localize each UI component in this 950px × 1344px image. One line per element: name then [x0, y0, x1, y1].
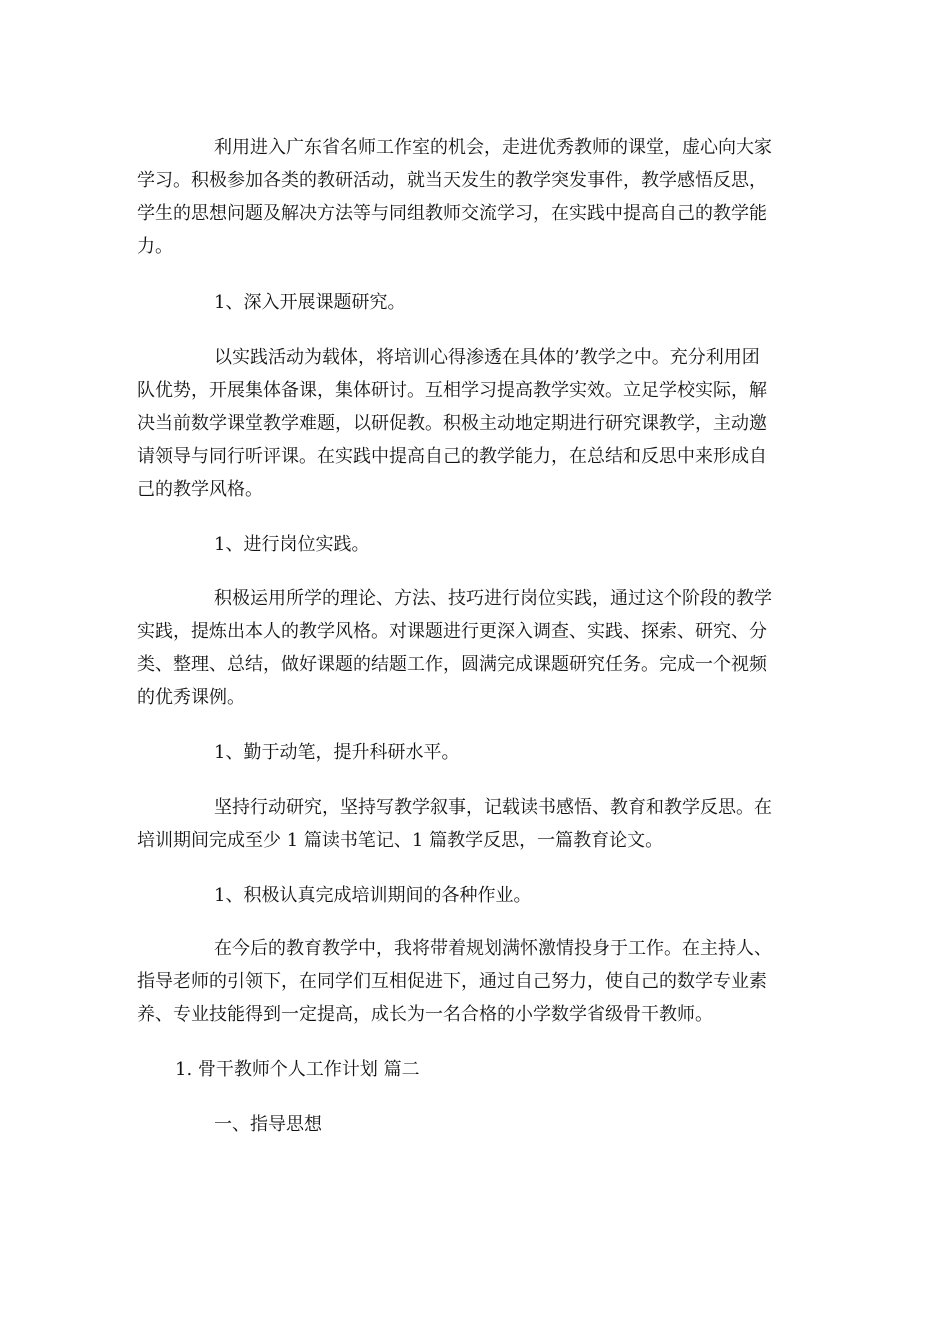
text-line: 坚持行动研究，坚持写教学叙事，记载读书感悟、教育和教学反思。在 — [214, 797, 772, 818]
paragraph-body — [137, 131, 809, 263]
text-line: 养、专业技能得到一定提高，成长为一名合格的小学数学省级骨干教师。 — [137, 1004, 713, 1025]
heading-line: 1、积极认真完成培训期间的各种作业。 — [214, 885, 532, 906]
text-line: 力。 — [137, 236, 173, 257]
text-line: 己的教学风格。 — [137, 479, 263, 500]
section-heading — [137, 1108, 809, 1141]
text-line: 决当前数学课堂教学难题，以研促教。积极主动地定期进行研究课教学，主动邀 — [137, 413, 767, 434]
text-line: 实践，提炼出本人的教学风格。对课题进行更深入调查、实践、探索、研究、分 — [137, 621, 767, 642]
text-line: 积极运用所学的理论、方法、技巧进行岗位实践，通过这个阶段的教学 — [214, 588, 772, 609]
section-heading — [137, 528, 809, 561]
text-line: 类、整理、总结，做好课题的结题工作，圆满完成课题研究任务。完成一个视频 — [137, 654, 767, 675]
text-line: 学生的思想问题及解决方法等与同组教师交流学习，在实践中提高自己的教学能 — [137, 203, 767, 224]
heading-line: 一、指导思想 — [214, 1114, 322, 1135]
heading-line: 1、深入开展课题研究。 — [214, 292, 406, 313]
heading-line: 1、勤于动笔，提升科研水平。 — [214, 742, 460, 763]
text-line: 利用进入广东省名师工作室的机会，走进优秀教师的课堂，虚心向大家 — [214, 137, 772, 158]
text-line: 培训期间完成至少 1 篇读书笔记、1 篇教学反思，一篇教育论文。 — [137, 830, 664, 851]
section-title-line: 1. 骨干教师个人工作计划 篇二 — [175, 1059, 420, 1080]
section-title — [137, 1053, 809, 1086]
section-heading — [137, 879, 809, 912]
paragraph-body — [137, 341, 809, 506]
paragraph-body — [137, 932, 809, 1031]
paragraph-body — [137, 791, 809, 857]
section-heading — [137, 736, 809, 769]
text-line: 在今后的教育教学中，我将带着规划满怀激情投身于工作。在主持人、 — [214, 938, 772, 959]
text-line: 的优秀课例。 — [137, 687, 245, 708]
section-heading — [137, 286, 809, 319]
text-line: 指导老师的引领下，在同学们互相促进下，通过自己努力，使自己的数学专业素 — [137, 971, 767, 992]
text-line: 请领导与同行听评课。在实践中提高自己的教学能力，在总结和反思中来形成自 — [137, 446, 767, 467]
paragraph-body — [137, 582, 809, 714]
text-line: 学习。积极参加各类的教研活动，就当天发生的教学突发事件，教学感悟反思， — [137, 170, 767, 191]
text-line: 队优势，开展集体备课，集体研讨。互相学习提高教学实效。立足学校实际，解 — [137, 380, 767, 401]
heading-line: 1、进行岗位实践。 — [214, 534, 370, 555]
text-line: 以实践活动为载体，将培训心得渗透在具体的’教学之中。充分利用团 — [214, 347, 760, 368]
